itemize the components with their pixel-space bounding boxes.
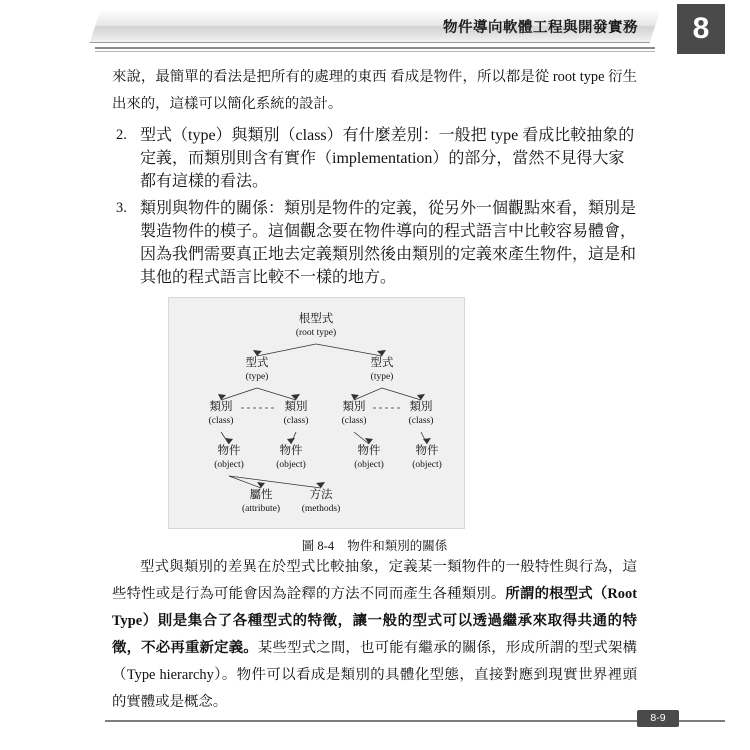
node-label: 屬性 (249, 489, 273, 501)
closing-paragraph-bold: 所謂的根型式（Root Type）則是集合了各種型式的特徵，讓一般的型式可以透過繼承來取得共通的特徵，不必再重新定義。 (112, 586, 637, 656)
node-sublabel: (class) (341, 416, 367, 426)
node-sublabel: (object) (214, 460, 244, 470)
node-sublabel: (class) (283, 416, 309, 426)
figure-caption (112, 536, 637, 554)
book-title: 物件導向軟體工程與開發實務 (443, 20, 638, 36)
node-sublabel: (object) (276, 460, 306, 470)
node-sublabel: (type) (245, 372, 269, 382)
diagram-node-type-left (246, 356, 269, 384)
node-label: 類別 (284, 401, 308, 413)
diagram-node-type-right (371, 356, 394, 384)
list-item-number: 3. (116, 200, 127, 216)
node-sublabel: (object) (354, 460, 384, 470)
list-item-number: 2. (116, 127, 127, 143)
list-item-text: 型式（type）與類別（class）有什麼差別：一般把 type 看成比較抽象的定義，而類別則含有實作（implementation）的部分，當然不見得大家都有這樣的看法。 (140, 127, 635, 190)
intro-paragraph: 來說，最簡單的看法是把所有的處理的東西 看成是物件，所以都是從 root type 衍生出來的，這樣可以簡化系統的設計。 (112, 69, 637, 112)
closing-paragraph-part1: 型式與類別的差異在於型式比較抽象，定義某一類物件的一般特性與行為，這些特性或是行為可能會因為詮釋的方法不同而產生各種類別。 (112, 559, 637, 602)
node-label: 類別 (342, 401, 366, 413)
node-sublabel: (class) (408, 416, 434, 426)
node-label: 型式 (370, 357, 394, 369)
header-divider-thin (95, 51, 655, 52)
page-content (112, 64, 637, 720)
chapter-number-badge: 8 (677, 4, 725, 54)
node-label: 物件 (217, 445, 241, 457)
diagram-node-object-2 (276, 444, 306, 472)
figure-image (168, 297, 465, 529)
page-header (0, 0, 750, 62)
node-label: 方法 (309, 489, 333, 501)
closing-paragraph-part2: 某些型式之間，也可能有繼承的關係，形成所謂的型式架構（Type hierarchy）。物件可以看成是類別的具體化型態，直接對應到現實世界裡頭的實體或是概念。 (112, 640, 637, 710)
page-footer (0, 710, 725, 732)
node-sublabel: (attribute) (242, 504, 280, 514)
node-label: 類別 (209, 401, 233, 413)
node-sublabel: (object) (412, 460, 442, 470)
node-label: 物件 (279, 445, 303, 457)
figure-caption-text: 物件和類別的關係 (347, 539, 448, 553)
list-item (112, 122, 637, 191)
node-label: 物件 (415, 445, 439, 457)
diagram-node-object-4 (412, 444, 442, 472)
diagram-node-object-1 (214, 444, 244, 472)
diagram-node-object-3 (354, 444, 384, 472)
node-label: 類別 (409, 401, 433, 413)
node-label: 型式 (245, 357, 269, 369)
page-number: 8-9 (637, 710, 679, 727)
diagram-node-class-4 (409, 400, 434, 428)
node-sublabel: (class) (208, 416, 234, 426)
diagram-node-class-2 (284, 400, 309, 428)
diagram-node-root (296, 312, 336, 340)
figure-caption-number: 圖 8-4 (301, 539, 335, 553)
list-item (112, 195, 637, 287)
diagram-node-class-1 (209, 400, 234, 428)
header-divider (95, 47, 655, 49)
footer-divider (105, 720, 725, 722)
diagram-node-class-3 (342, 400, 367, 428)
figure-8-4 (112, 297, 637, 554)
node-label: 物件 (357, 445, 381, 457)
closing-paragraph (112, 554, 637, 716)
node-sublabel: (methods) (301, 504, 341, 514)
node-sublabel: (root type) (295, 328, 337, 338)
diagram-node-methods (302, 488, 341, 516)
node-label: 根型式 (298, 313, 334, 325)
node-sublabel: (type) (370, 372, 394, 382)
diagram-node-attribute (242, 488, 280, 516)
list-item-text: 類別與物件的關係：類別是物件的定義，從另外一個觀點來看，類別是製造物件的模子。這個觀念要在物件導向的程式語言中比較容易體會，因為我們需要真正地去定義類別然後由類別的定義來產生物件，這是和其他的程式語言比較不一樣的地方。 (140, 200, 637, 286)
